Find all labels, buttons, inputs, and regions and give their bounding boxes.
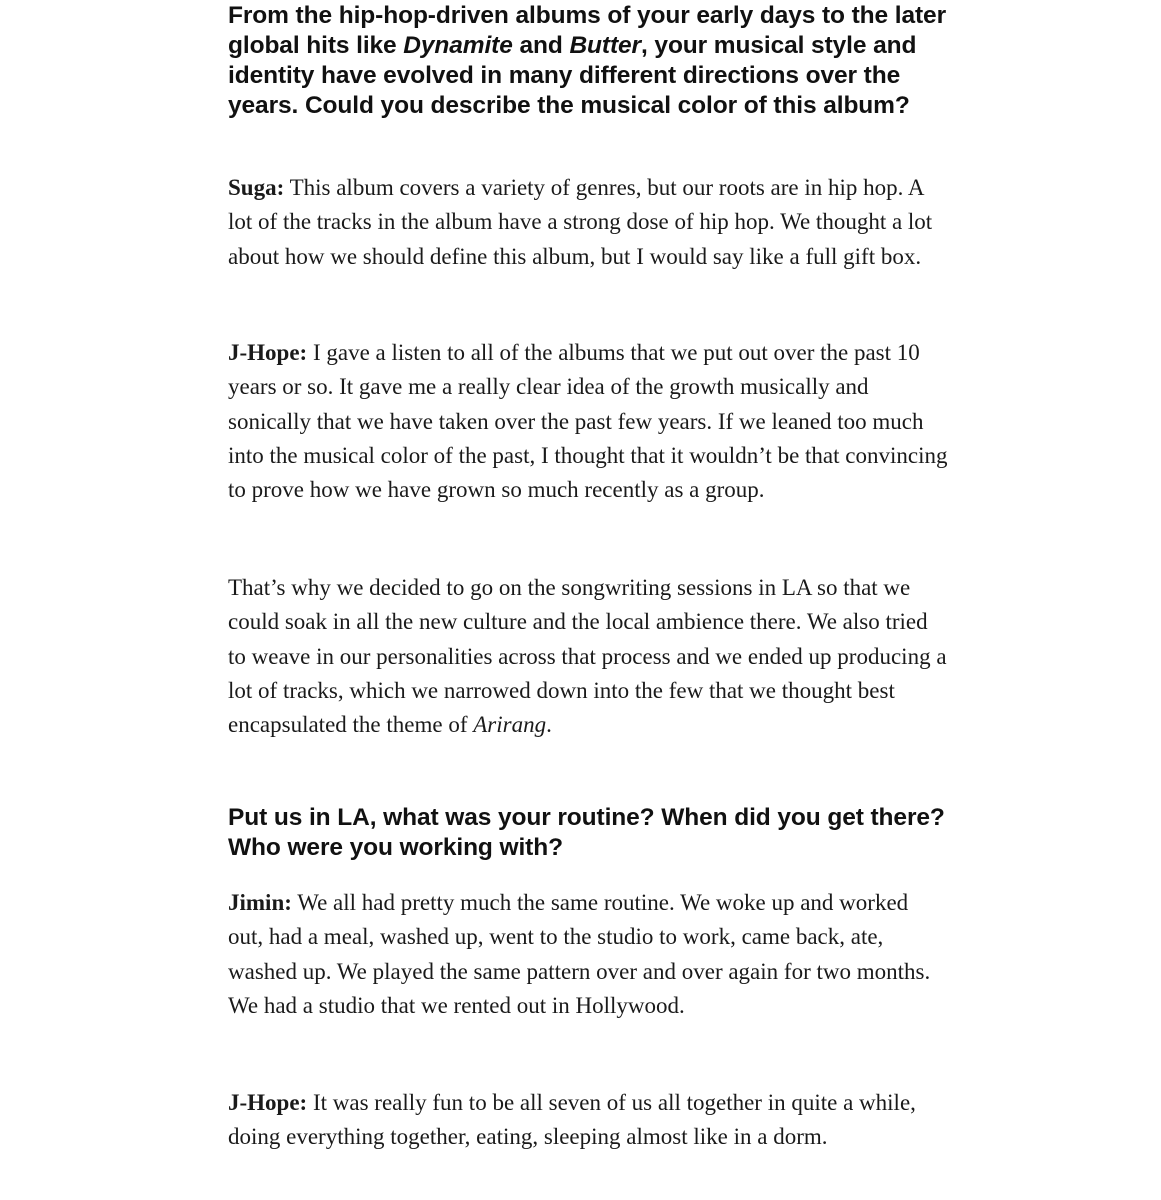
- album-title-dynamite: Dynamite: [403, 32, 513, 59]
- speaker-name: J-Hope:: [228, 1090, 308, 1115]
- question-text-part: and: [512, 32, 570, 59]
- answer-text: It was really fun to be all seven of us all together in quite a while, doing everything together, eating, sleeping almost like in a dorm.: [228, 1090, 916, 1150]
- question-text-part: , your musical style and identity have evolved in many different directions over the years. Could you describe the musical color of this album?: [228, 32, 917, 119]
- question-musical-color: [228, 1, 948, 121]
- speaker-name: J-Hope:: [228, 340, 308, 365]
- answer-jimin: [228, 886, 948, 1023]
- answer-jhope-2: [228, 1086, 948, 1155]
- album-title-arirang: Arirang: [473, 712, 547, 738]
- speaker-name: Jimin:: [228, 890, 292, 915]
- answer-text: This album covers a variety of genres, but our roots are in hip hop. A lot of the tracks in the album have a strong dose of hip hop. We thought a lot about how we should define this album, but I would say like a full gift box.: [228, 175, 933, 269]
- album-title-butter: Butter: [569, 32, 641, 59]
- answer-jhope-continued: [228, 571, 948, 742]
- answer-text-end: .: [546, 712, 552, 738]
- question-la-routine: Put us in LA, what was your routine? When did you get there? Who were you working with?: [228, 804, 945, 861]
- answer-text: That’s why we decided to go on the songwriting sessions in LA so that we could soak in all the new culture and the local ambience there. We also tried to weave in our personalities across that process and we ended up producing a lot of tracks, which we narrowed down into the few that we thought best encapsulated the theme of: [228, 575, 947, 738]
- speaker-name: Suga:: [228, 175, 285, 200]
- answer-text: I gave a listen to all of the albums that we put out over the past 10 years or so. It gave me a really clear idea of the growth musically and sonically that we have taken over the past few years. If we leaned too much into the musical color of the past, I thought that it wouldn’t be that convincing to prove how we have grown so much recently as a group.: [228, 340, 948, 503]
- answer-jhope: [228, 336, 948, 507]
- answer-text: We all had pretty much the same routine. We woke up and worked out, had a meal, washed up, went to the studio to work, came back, ate, washed up. We played the same pattern over and over again for two months. We had a studio that we rented out in Hollywood.: [228, 890, 931, 1018]
- question-text-part: From the hip-hop-driven albums of your early days to the later global hits like: [228, 2, 947, 59]
- answer-suga: [228, 171, 948, 274]
